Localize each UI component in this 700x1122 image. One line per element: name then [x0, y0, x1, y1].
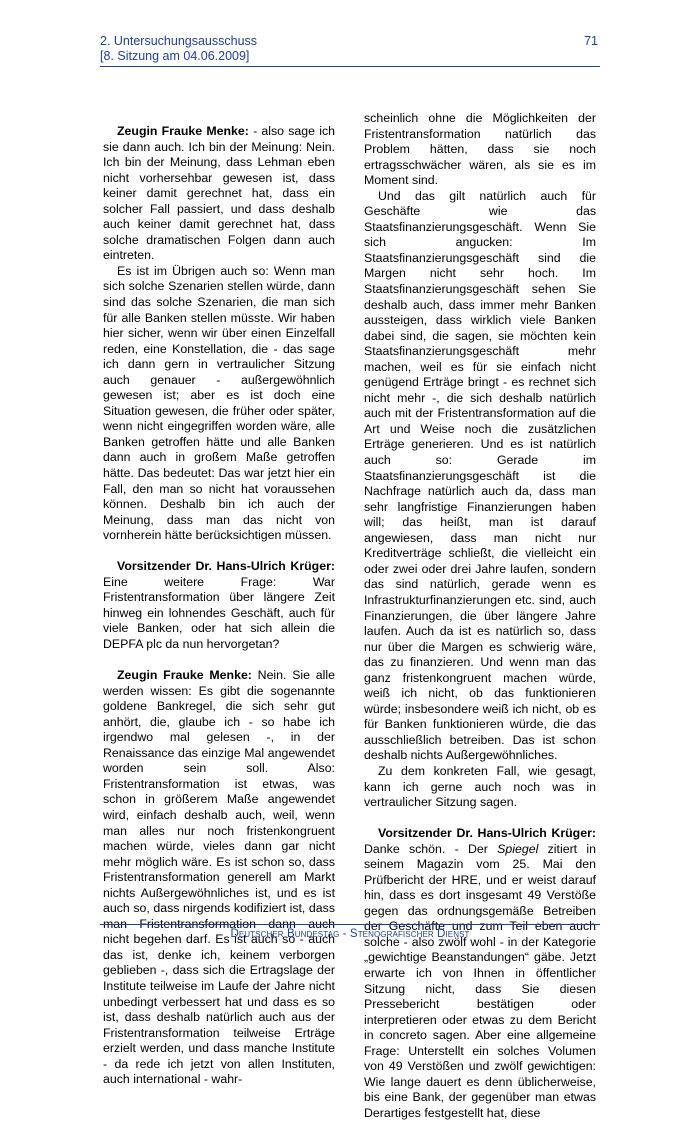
paragraph — [364, 826, 596, 1121]
paragraph — [103, 559, 335, 652]
right-column — [364, 111, 596, 1122]
paragraph-text: Eine weitere Frage: War Fristentransformation über längere Zeit hinweg ein lohnendes Geschäft, auch für viele Banken, oder hat sich allein die DEPFA plc da nun hervorgetan? — [103, 574, 335, 651]
speaker-name: Zeugin Frauke Menke: — [117, 124, 249, 138]
paragraph — [103, 124, 335, 264]
paragraph: Und das gilt natürlich auch für Geschäfte wie das Staatsfinanzierungsgeschäft. Wenn Sie sich angucken: Im Staatsfinanzierungsgeschäft sind die Margen nicht sehr hoch. Im Staatsfinanzierungsgeschäft sehen Sie deshalb auch, dass immer mehr Banken aussteigen, dass wirklich viele Banken dabei sind, die sagen, sie möchten kein Staatsfinanzierungsgeschäft mehr machen, weil es für sie einfach nicht genügend Erträge bringt - es rechnet sich nicht mehr -, die sich deshalb natürlich auch mit der Fristentransformation auf die Art und Weise noch die zusätzlichen Erträge generieren. Und es ist natürlich auch so: Gerade im Staatsfinanzierungsgeschäft ist die Nachfrage natürlich auch da, dass man sehr langfristige Finanzierungen haben will; das heißt, man ist darauf angewiesen, dass man nicht nur Kreditverträge schließt, die vielleicht ein oder zwei oder drei Jahre laufen, sondern das sind natürlich, gerade wenn es Infrastrukturfinanzierungen etc. sind, auch Finanzierungen, die über längere Jahre laufen. Auch da ist es natürlich so, dass nur über die Margen es schwierig wäre, das zu finanzieren. Und wenn man das ganz fristenkongruent machen würde, weiß ich nicht, ob das funktionieren würde; insbesondere weiß ich nicht, ob es für Banken funktionieren würde, die das ausschließlich betreiben. Das ist schon deshalb nichts Außergewöhnliches. — [364, 188, 596, 763]
session-info: [8. Sitzung am 04.06.2009] — [100, 49, 250, 63]
committee-title: 2. Untersuchungsausschuss — [100, 34, 258, 48]
paragraph-text: Danke schön. - Der — [364, 841, 498, 856]
paragraph: Zu dem konkreten Fall, wie gesagt, kann ich gerne auch noch was in vertraulicher Sitzung sagen. — [364, 763, 596, 810]
left-column — [103, 124, 335, 1088]
page-header — [100, 34, 600, 64]
paragraph: scheinlich ohne die Möglichkeiten der Fristentransformation natürlich das Problem hätten, dass sie noch ertragsschwächer wären, als sie es im Moment sind. — [364, 111, 596, 188]
paragraph-text: zitiert in seinem Magazin vom 25. Mai den Prüfbericht der HRE, und er weist darauf hin, dass es dort insgesamt 49 Verstöße gegen das ordnungsgemäße Betreiben der Geschäfte und zum Teil eben auch solche - also zwölf wohl - in der Kategorie „gewichtige Beanstandungen“ gäbe. Jetzt erwarte ich von Ihnen in öffentlicher Sitzung nicht, dass Sie diesen Pressebericht bestätigen oder interpretieren oder etwas zu dem Bericht in concreto sagen. Aber eine allgemeine Frage: Unterstellt ein solches Volumen von 49 Verstößen und zwölf gewichtigen: Wie lange dauert es denn üblicherweise, bis eine Bank, der gegenüber man etwas Derartiges festgestellt hat, diese — [364, 841, 596, 1120]
magazine-title: Spiegel — [497, 841, 539, 856]
paragraph-text: - also sage ich sie dann auch. Ich bin der Meinung: Nein. Ich bin der Meinung, dass Lehman eben nicht vorhersehbar gewesen ist, dass keiner damit gerechnet hat, dass ein solcher Fall passiert, und dass deshalb auch keiner damit gerechnet hat, dass solche dramatischen Folgen dann auch eintreten. — [103, 124, 335, 263]
speaker-name: Zeugin Frauke Menke: — [117, 668, 252, 683]
paragraph — [103, 668, 335, 1088]
paragraph: Es ist im Übrigen auch so: Wenn man sich solche Szenarien stellen würde, dann sind das solche Szenarien, die man sich für alle Banken stellen müsste. Wir haben hier sicher, wenn wir über einen Einzelfall reden, eine Konstellation, die - das sage ich dann gern in vertraulicher Sitzung auch genauer - außergewöhnlich gewesen ist; aber es ist doch eine Situation gewesen, die früher oder später, wenn nicht eingegriffen worden wäre, alle Banken getroffen hätte und alle Banken dann auch in großem Maße getroffen hätte. Das bedeutet: Das war jetzt hier ein Fall, den man so nicht hat voraussehen können. Deshalb bin ich auch der Meinung, dass man das nicht von vornherein hätte berücksichtigen müssen. — [103, 263, 335, 543]
paragraph-text: Nein. Sie alle werden wissen: Es gibt die sogenannte goldene Bankregel, die sich sehr gut anhört, die, glaube ich - so habe ich irgendwo mal gelesen -, in der Renaissance das einzige Mal angewendet worden sein soll. Also: Fristentransformation ist etwas, was schon in größerem Maße angewendet wird, einfach deshalb auch, weil, wenn man alles nur noch fristenkongruent machen würde, vieles dann gar nicht mehr möglich wäre. Es ist schon so, dass Fristentransformation generell am Markt nichts Außergewöhnliches ist, und es ist auch so, dass nirgends kodifiziert ist, dass man Fristentransformation dann auch nicht begehen darf. Es ist auch so - auch das ist, denke ich, keinem verborgen geblieben -, dass sich die Ertragslage der Institute teilweise im Laufe der Jahre nicht unbedingt verbessert hat und dass es so ist, dass deshalb natürlich auch aus der Fristentransformation teilweise Erträge erzielt werden, und dass manche Institute - da rede ich jetzt von allen Instituten, auch international - wahr- — [103, 668, 335, 1087]
speaker-name: Vorsitzender Dr. Hans-Ulrich Krüger: — [117, 559, 335, 574]
speaker-name: Vorsitzender Dr. Hans-Ulrich Krüger: — [378, 826, 596, 841]
page-footer: Deutscher Bundestag - Stenografischer Dienst — [230, 928, 470, 940]
header-divider — [100, 66, 600, 67]
footer-divider — [100, 924, 600, 925]
page-number: 71 — [584, 34, 598, 48]
